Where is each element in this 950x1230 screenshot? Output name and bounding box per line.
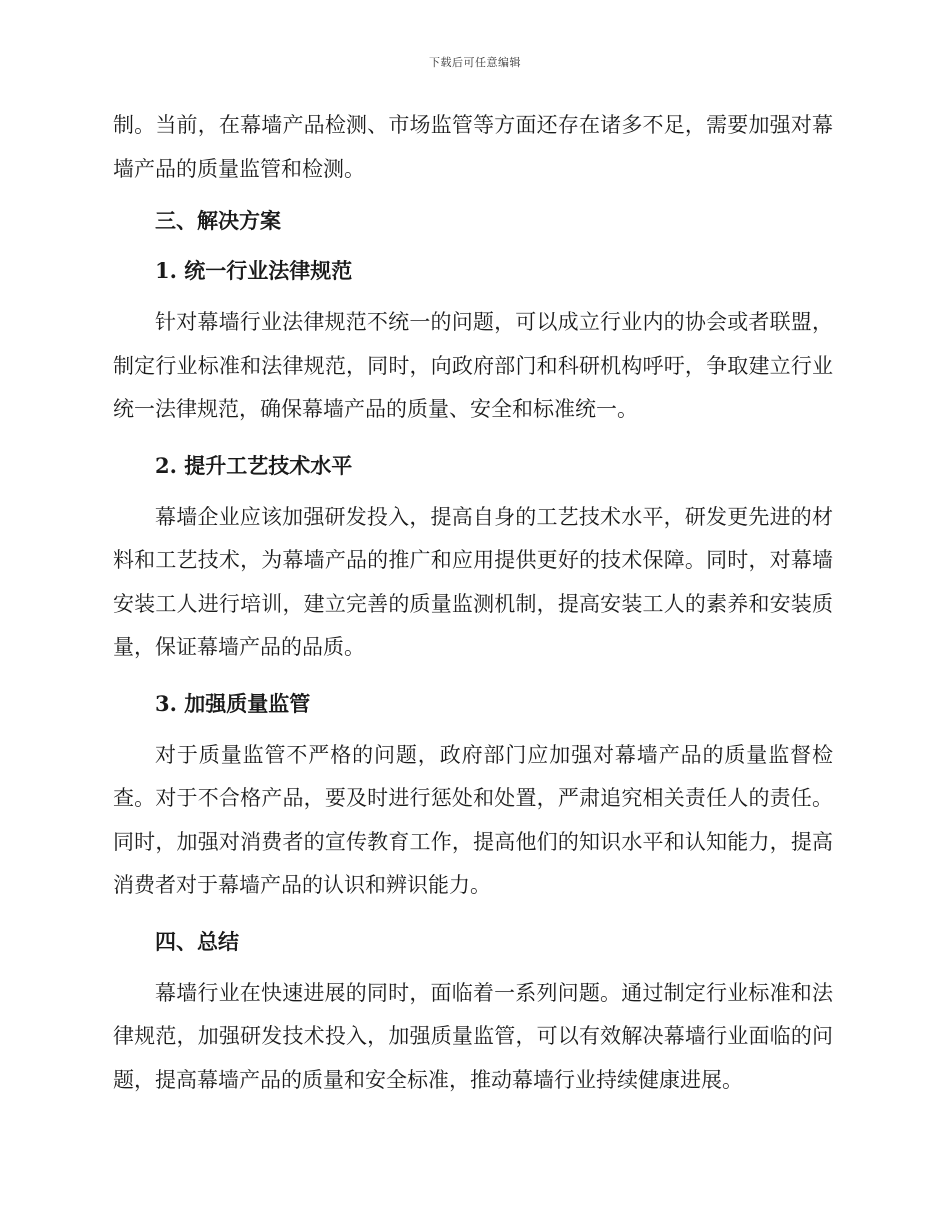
- paragraph-quality-supervision: 对于质量监管不严格的问题，政府部门应加强对幕墙产品的质量监督检查。对于不合格产品，要及时进行惩处和处置，严肃追究相关责任人的责任。同时，加强对消费者的宣传教育工作，提高他们的知识水平和认知能力，提高消费者对于幕墙产品的认识和辨识能力。: [113, 742, 833, 897]
- section-heading-solutions: 三、解决方案: [155, 208, 281, 233]
- paragraph-summary: 幕墙行业在快速进展的同时，面临着一系列问题。通过制定行业标准和法律规范，加强研发技术投入，加强质量监管，可以有效解决幕墙行业面临的问题，提高幕墙产品的质量和安全标准，推动幕墙行业持续健康进展。: [113, 980, 833, 1092]
- intro-paragraph: 制。当前，在幕墙产品检测、市场监管等方面还存在诸多不足，需要加强对幕墙产品的质量监管和检测。: [113, 113, 833, 181]
- paragraph-improve-technology: 幕墙企业应该加强研发投入，提高自身的工艺技术水平，研发更先进的材料和工艺技术，为幕墙产品的推广和应用提供更好的技术保障。同时，对幕墙安装工人进行培训，建立完善的质量监测机制，提高安装工人的素养和安装质量，保证幕墙产品的品质。: [113, 504, 833, 659]
- paragraph-unify-regulations: 针对幕墙行业法律规范不统一的问题，可以成立行业内的协会或者联盟，制定行业标准和法律规范，同时，向政府部门和科研机构呼吁，争取建立行业统一法律规范，确保幕墙产品的质量、安全和标准统一。: [113, 310, 833, 421]
- page-header: 下载后可任意编辑: [429, 56, 521, 69]
- subheading-unify-regulations: 1. 统一行业法律规范: [155, 258, 353, 283]
- document-body: [113, 104, 833, 1102]
- subheading-improve-technology: 2. 提升工艺技术水平: [155, 452, 353, 478]
- subheading-quality-supervision: 3. 加强质量监管: [155, 690, 311, 716]
- section-heading-summary: 四、总结: [155, 928, 239, 954]
